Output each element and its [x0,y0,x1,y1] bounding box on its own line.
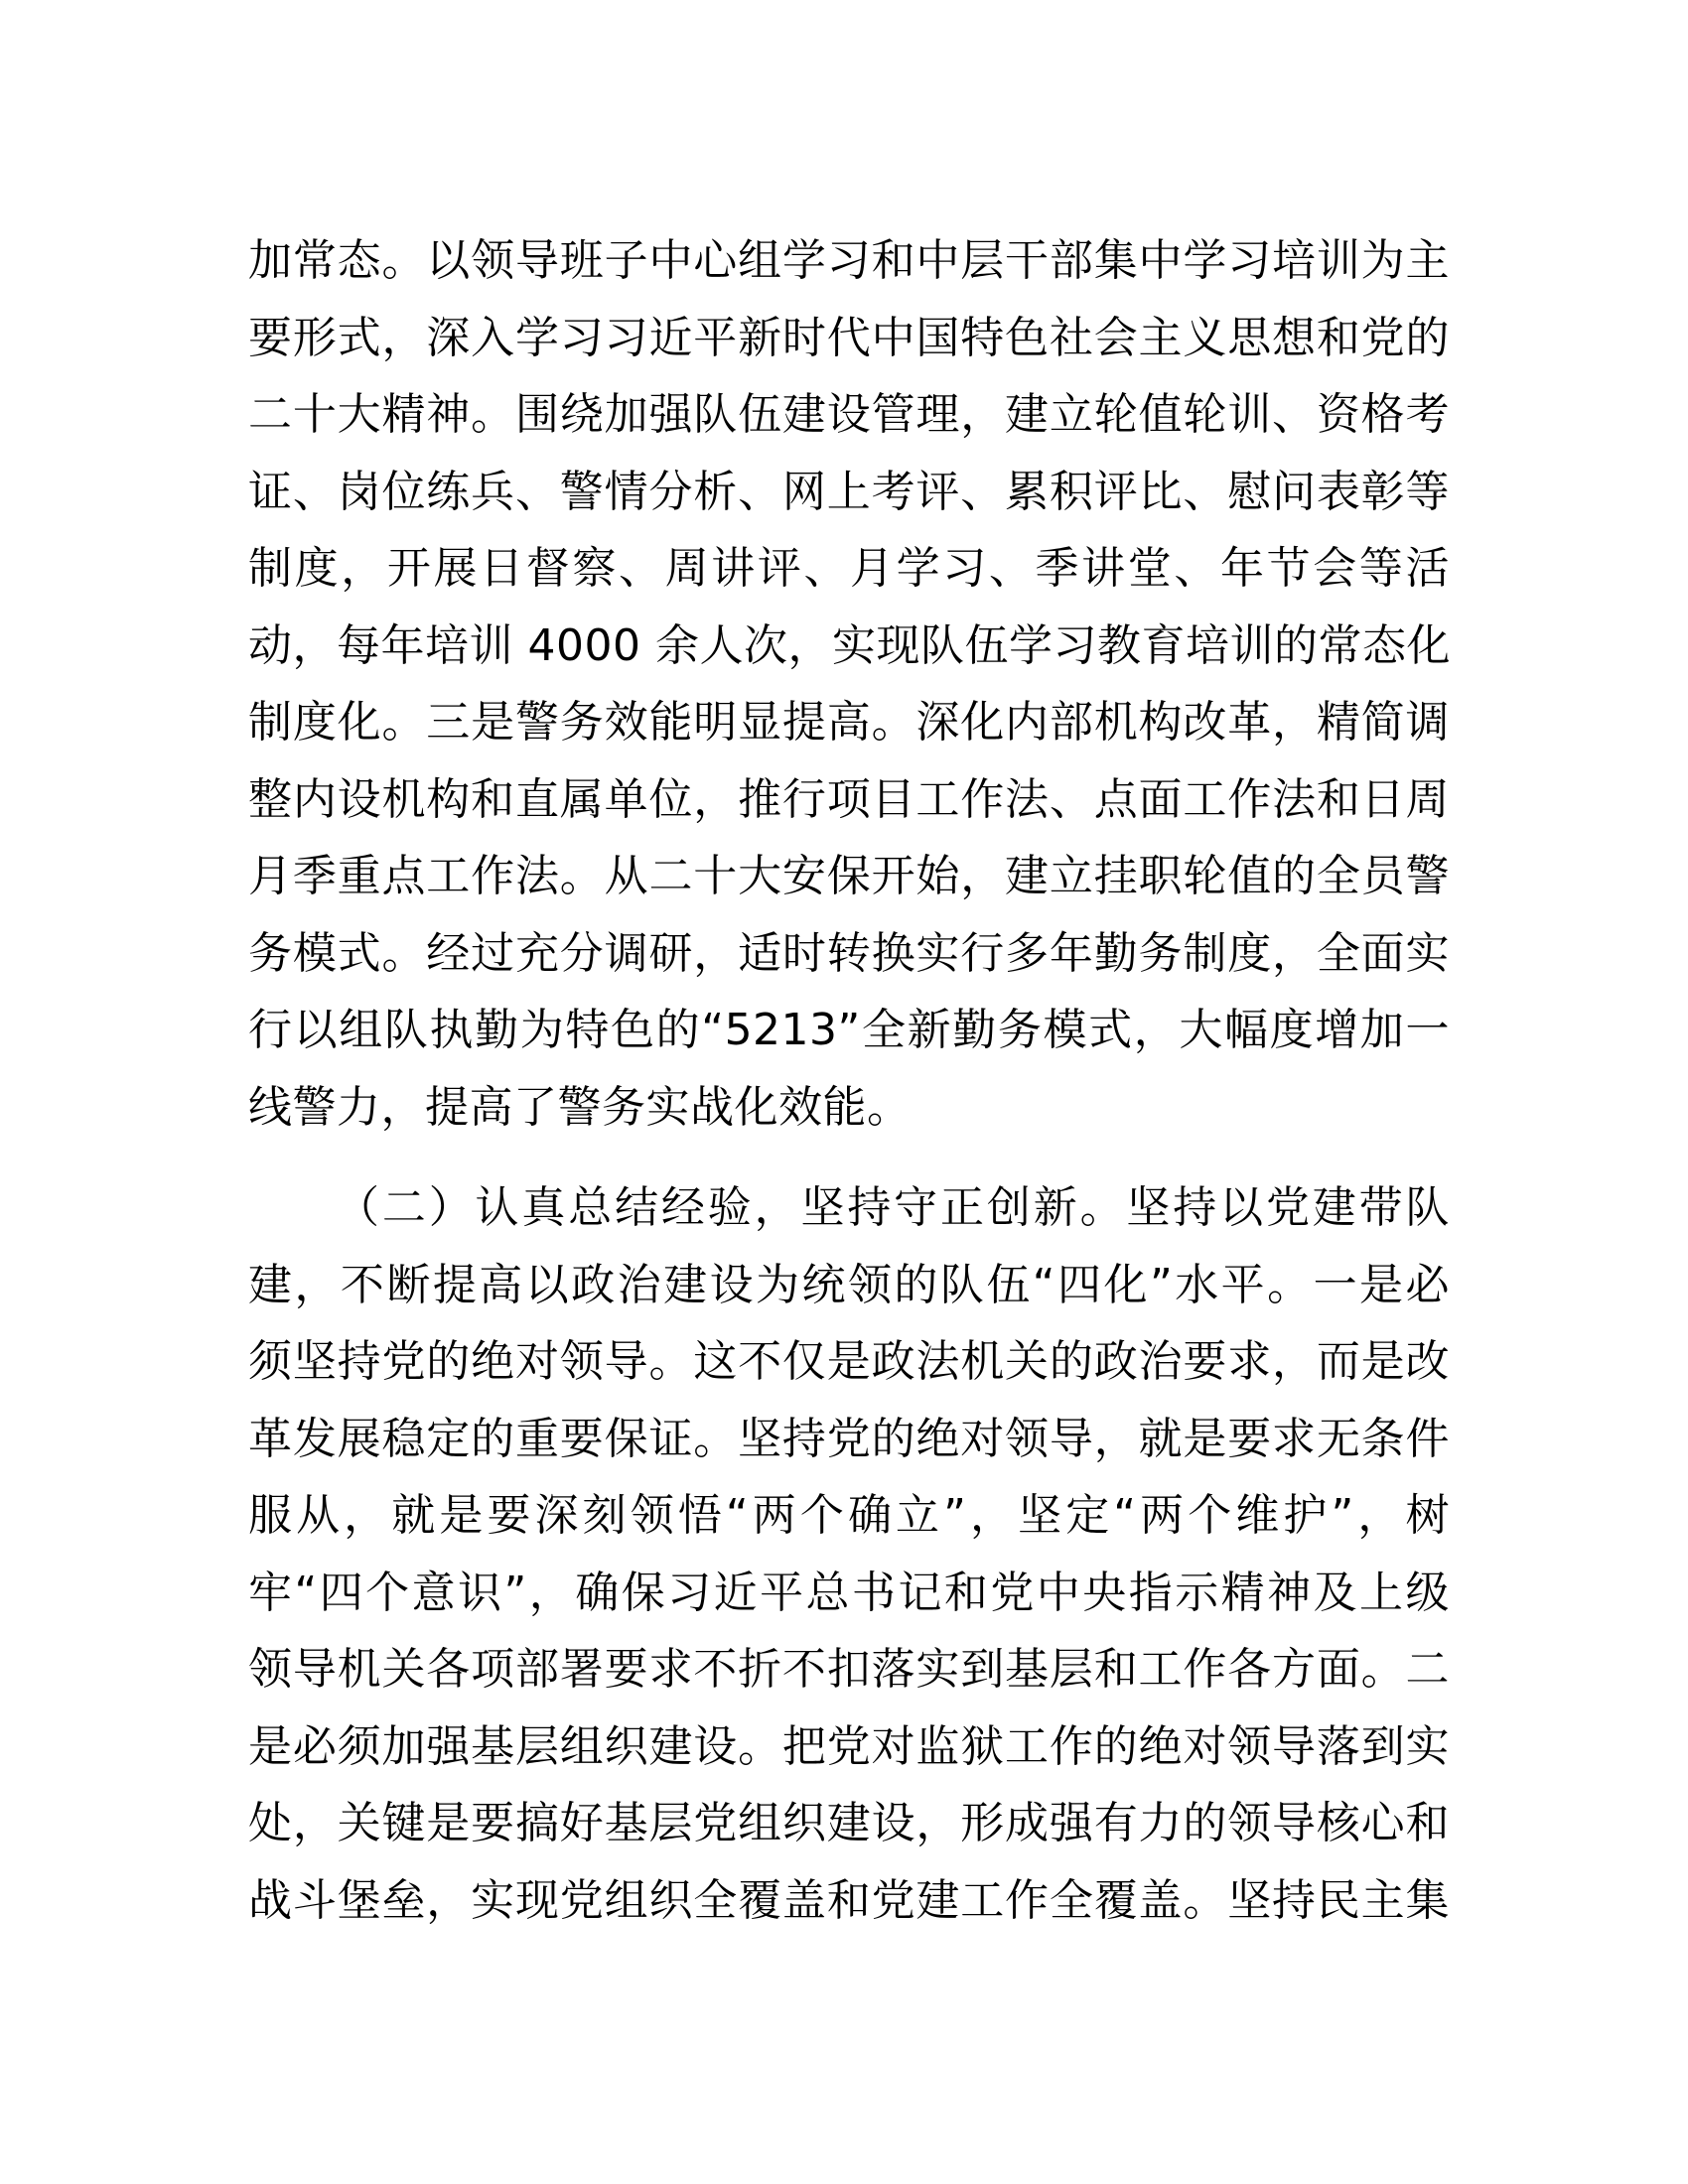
paragraph-2 [248,1169,1450,1939]
text-line: 线警力，提高了警务实战化效能。 [248,1081,912,1133]
paragraph-spacer [248,1146,1450,1169]
text-line: 制度化。三是警务效能明显提高。深化内部机构改革，精简调 [248,697,1450,748]
text-line: 牢“四个意识”，确保习近平总书记和党中央指示精神及上级 [248,1567,1450,1618]
text-line: 建，不断提高以政治建设为统领的队伍“四化”水平。一是必 [248,1259,1450,1310]
text-line: 加常态。以领导班子中心组学习和中层干部集中学习培训为主 [248,235,1450,286]
text-line: 是必须加强基层组织建设。把党对监狱工作的绝对领导落到实 [248,1720,1450,1772]
text-line: 证、岗位练兵、警情分析、网上考评、累积评比、慰问表彰等 [248,466,1450,517]
text-line: 二十大精神。围绕加强队伍建设管理，建立轮值轮训、资格考 [248,389,1450,440]
text-line: 月季重点工作法。从二十大安保开始，建立挂职轮值的全员警 [248,851,1450,901]
text-line: 制度，开展日督察、周讲评、月学习、季讲堂、年节会等活 [248,543,1450,594]
paragraph-1 [248,222,1450,1146]
text-line: 革发展稳定的重要保证。坚持党的绝对领导，就是要求无条件 [248,1413,1450,1464]
text-line: 服从，就是要深刻领悟“两个确立”，坚定“两个维护”，树 [248,1490,1450,1541]
document-page [248,222,1450,1939]
text-line: 整内设机构和直属单位，推行项目工作法、点面工作法和日周 [248,773,1450,825]
text-line: 领导机关各项部署要求不折不扣落实到基层和工作各方面。二 [248,1644,1450,1695]
text-line: 行以组队执勤为特色的“5213”全新勤务模式，大幅度增加一 [248,1005,1450,1055]
text-line: 处，关键是要搞好基层党组织建设，形成强有力的领导核心和 [248,1798,1450,1848]
text-line: 战斗堡垒，实现党组织全覆盖和党建工作全覆盖。坚持民主集 [248,1874,1450,1926]
text-line: 务模式。经过充分调研，适时转换实行多年勤务制度，全面实 [248,927,1450,979]
text-line: 须坚持党的绝对领导。这不仅是政法机关的政治要求，而是改 [248,1336,1450,1387]
text-line: 动，每年培训 4000 余人次，实现队伍学习教育培训的常态化 [248,619,1451,671]
text-line: 要形式，深入学习习近平新时代中国特色社会主义思想和党的 [248,312,1450,363]
section-heading-line: （二）认真总结经验，坚持守正创新。坚持以党建带队 [336,1182,1450,1233]
